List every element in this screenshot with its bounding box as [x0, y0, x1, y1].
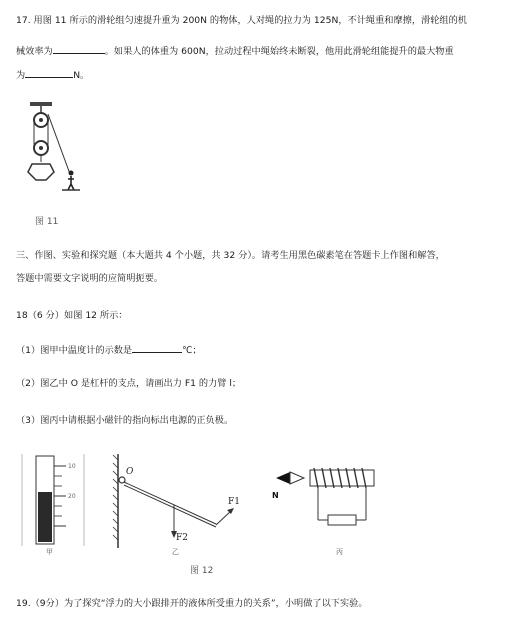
q18-item-1-start: （1）图甲中温度计的示数是 — [16, 345, 133, 356]
q17-line-2-start: 械效率为 — [16, 46, 53, 57]
section-3-line-1: 三、作图、实验和探究题（本大题共 4 个小题，共 32 分）。请考生用黑色碳素笔在答题卡上作图和解答， — [16, 250, 445, 261]
q17-line-2 — [16, 43, 454, 58]
section-3-line-2: 答题中需要文字说明的应简明扼要。 — [16, 273, 163, 284]
q17-line-3-end: N。 — [73, 70, 90, 81]
figure-12-caption: 图 12 — [190, 566, 214, 576]
q17-line-3-start: 为 — [16, 70, 26, 81]
q18-item-2: （2）图乙中 O 是杠杆的支点，请画出力 F1 的力臂 l； — [16, 378, 242, 389]
q17-line-2-end: 。如果人的体重为 600N，拉动过程中绳始终未断裂，他用此滑轮组能提升的最大物重 — [104, 46, 454, 57]
q19-line-1: 19.（9分）为了探究“浮力的大小跟排开的液体所受重力的关系”，小明做了以下实验。 — [16, 598, 368, 609]
thermometer-tick-10: 10 — [68, 463, 76, 470]
pulley-figure — [24, 100, 84, 192]
pivot-label: O — [126, 467, 134, 477]
lever-figure — [112, 452, 244, 552]
q18-header: 18（6 分）如图 12 所示： — [16, 310, 128, 321]
thermometer-caption: 甲 — [46, 548, 53, 556]
q18-item-1-end: ℃； — [182, 345, 202, 356]
q18-item-3: （3）图丙中请根据小磁针的指向标出电源的正负极。 — [16, 415, 234, 426]
q18-item-1 — [16, 342, 202, 357]
figure-11-caption: 图 11 — [35, 217, 59, 227]
electromagnet-figure — [262, 460, 380, 540]
max-weight-answer-blank[interactable] — [25, 67, 73, 78]
q17-line-1: 17. 用图 11 所示的滑轮组匀速提升重为 200N 的物体，人对绳的拉力为 125N，不计绳重和摩擦，滑轮组的机 — [16, 15, 467, 26]
thermometer-tick-20: 20 — [68, 493, 76, 500]
force-f2-label: F2 — [176, 533, 188, 543]
temperature-answer-blank[interactable] — [132, 342, 182, 353]
q17-line-3 — [16, 67, 89, 82]
lever-caption: 乙 — [172, 548, 179, 556]
thermometer-figure — [14, 452, 92, 552]
efficiency-answer-blank[interactable] — [53, 43, 105, 54]
force-f1-label: F1 — [228, 497, 240, 507]
electromagnet-caption: 丙 — [336, 548, 343, 556]
magnet-north-label: N — [272, 491, 279, 500]
